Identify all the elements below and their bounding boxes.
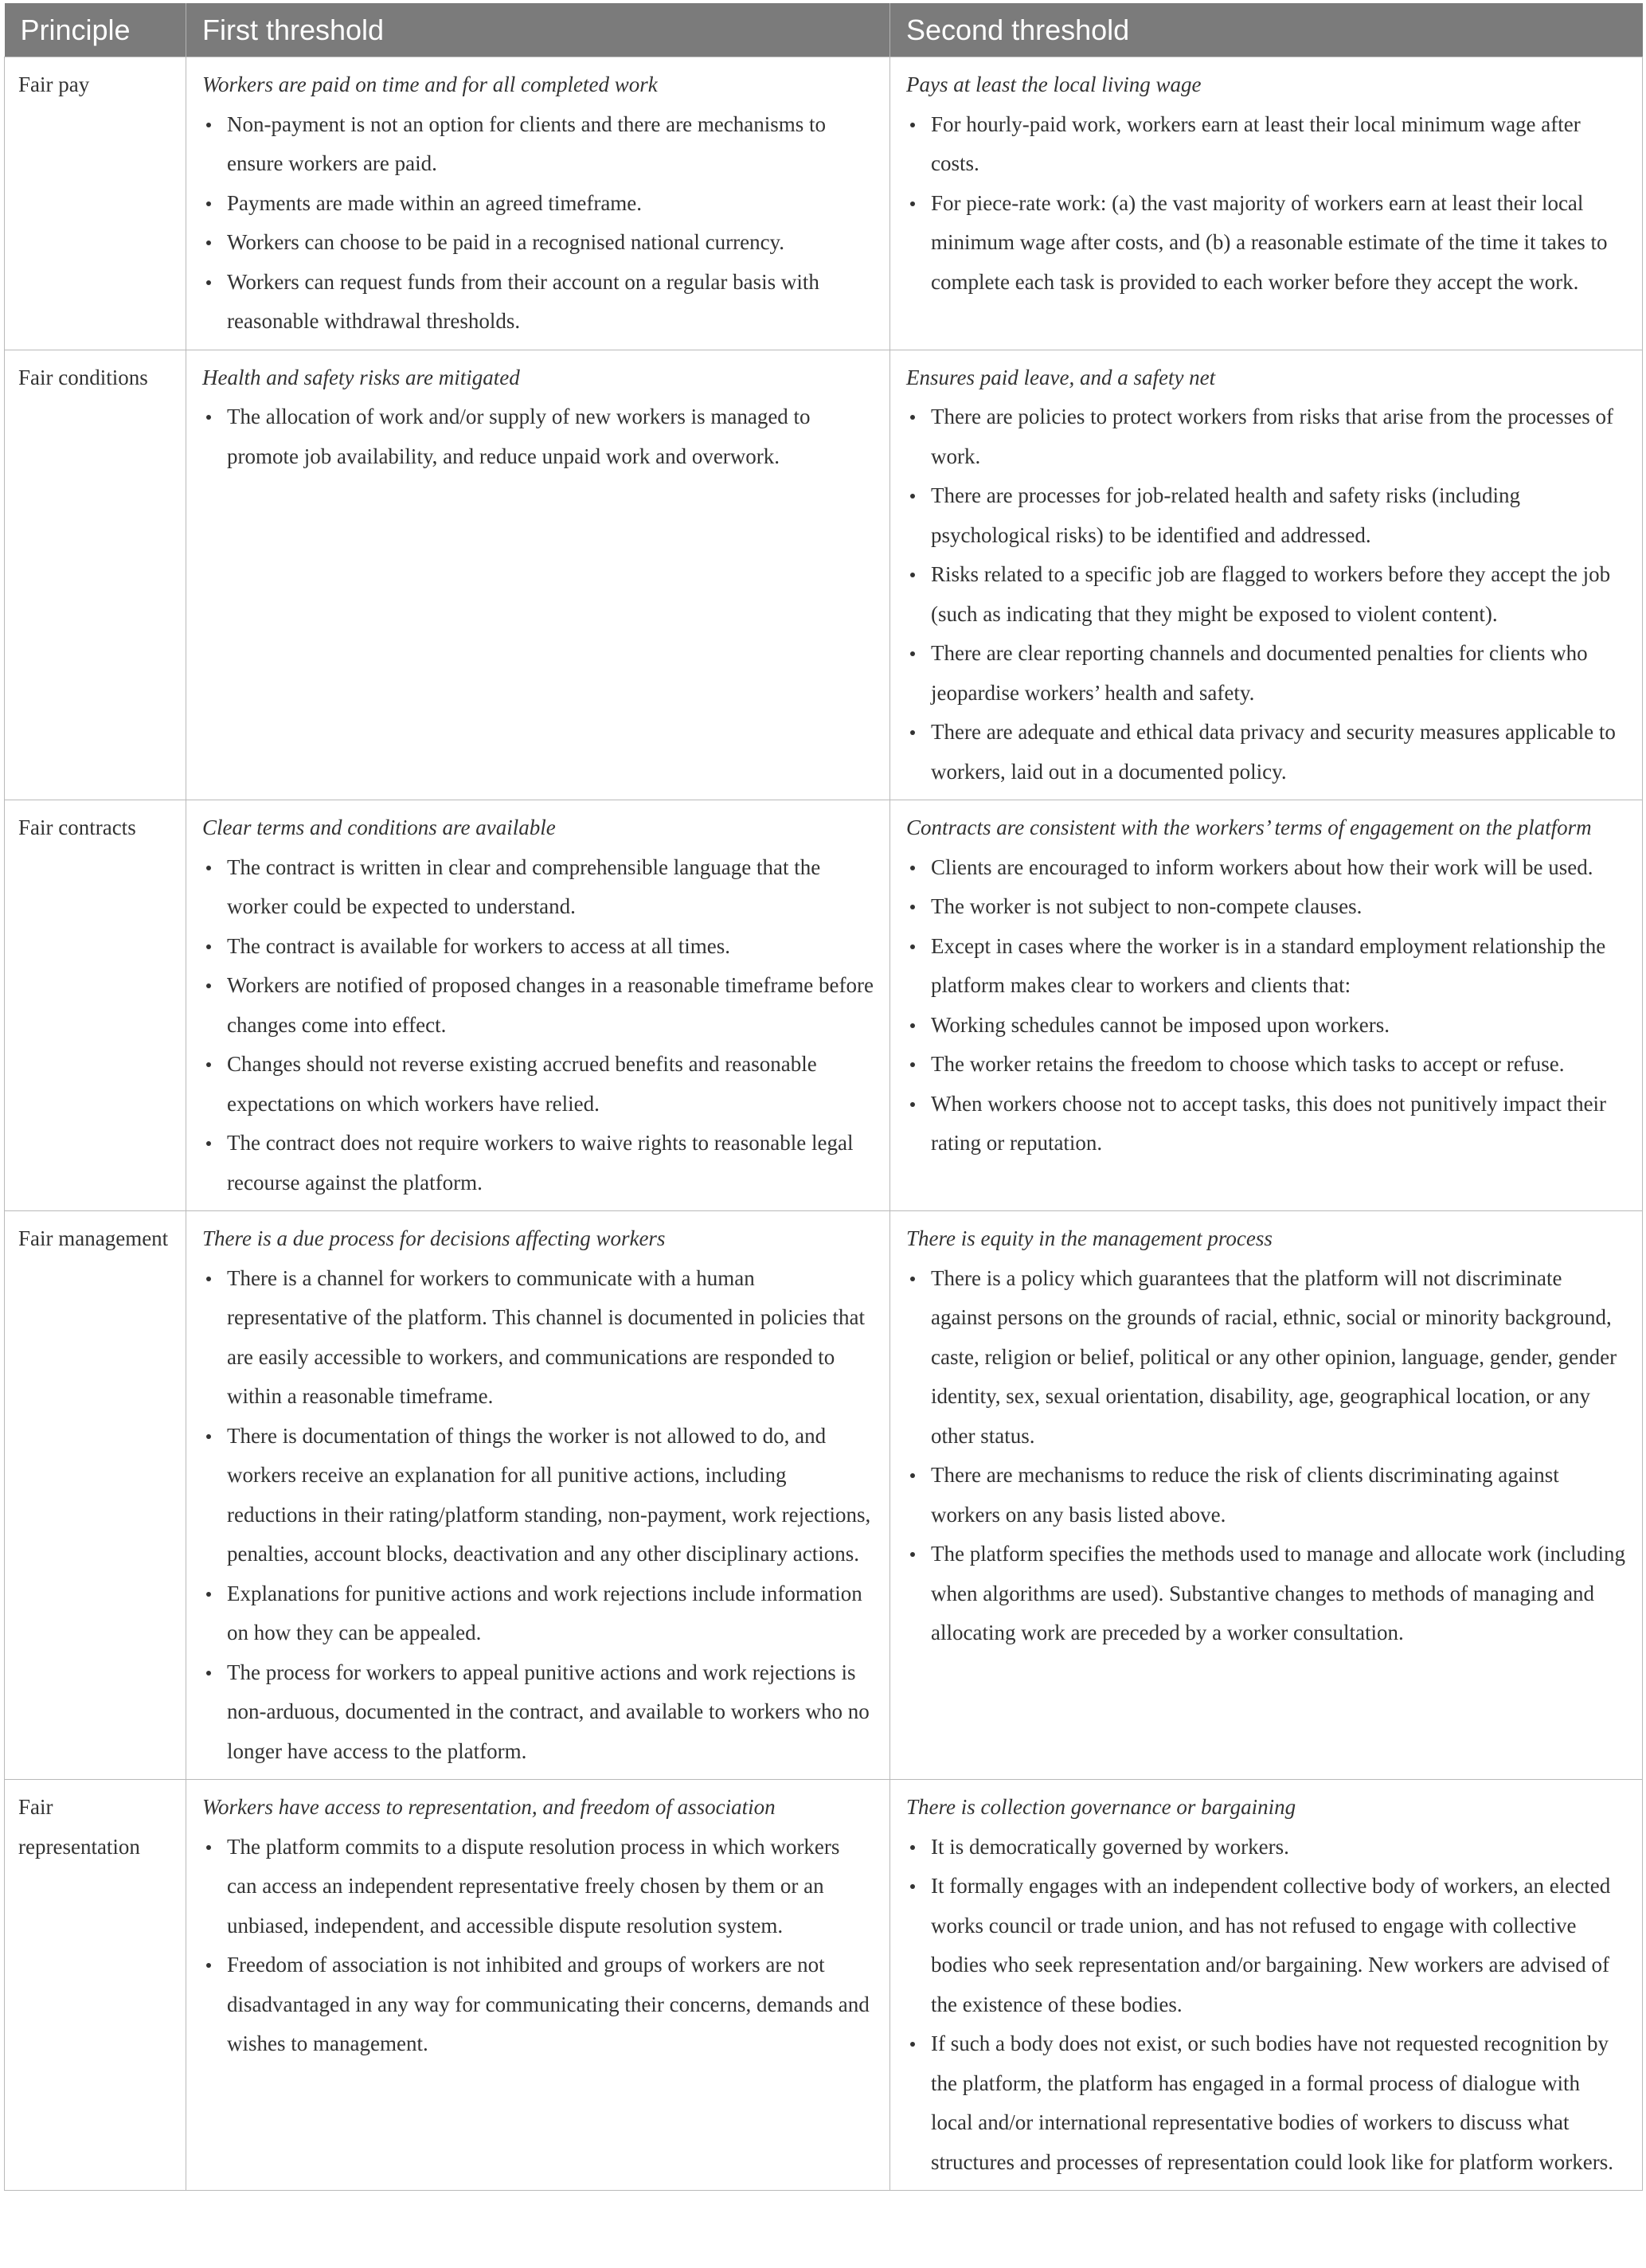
- second-threshold-cell: [890, 1211, 1643, 1780]
- criterion-item: Workers can request funds from their account on a regular basis with reasonable withdrawal thresholds.: [202, 263, 874, 342]
- first-threshold-heading: There is a due process for decisions affecting workers: [202, 1226, 666, 1250]
- second-threshold-criteria-list: [906, 397, 1626, 792]
- first-threshold-cell: [186, 1211, 890, 1780]
- criterion-item: Explanations for punitive actions and work rejections include information on how they can be appealed.: [202, 1574, 874, 1653]
- criterion-item: The contract does not require workers to waive rights to reasonable legal recourse against the platform.: [202, 1124, 874, 1202]
- criterion-item: Workers are notified of proposed changes in a reasonable timeframe before changes come into effect.: [202, 966, 874, 1045]
- second-threshold-cell: [890, 800, 1643, 1211]
- second-threshold-heading: There is equity in the management process: [906, 1226, 1273, 1250]
- criterion-item: If such a body does not exist, or such bodies have not requested recognition by the platform, the platform has engaged in a formal process of dialogue with local and/or international representative bodies of workers to discuss what structures and processes of representation could look like for platform workers.: [906, 2024, 1626, 2182]
- first-threshold-criteria-list: [202, 1259, 874, 1772]
- criterion-item: It is democratically governed by workers.: [906, 1828, 1626, 1867]
- header-principle: Principle: [5, 3, 186, 57]
- second-threshold-heading: There is collection governance or bargaining: [906, 1795, 1296, 1819]
- principle-cell: Fair management: [5, 1211, 186, 1780]
- table-body: [5, 57, 1643, 2191]
- criterion-item: There are mechanisms to reduce the risk of clients discriminating against workers on any basis listed above.: [906, 1456, 1626, 1535]
- header-first-threshold: First threshold: [186, 3, 890, 57]
- first-threshold-heading: Health and safety risks are mitigated: [202, 365, 520, 389]
- criterion-item: The contract is written in clear and comprehensible language that the worker could be expected to understand.: [202, 848, 874, 927]
- principle-cell: Fair contracts: [5, 800, 186, 1211]
- first-threshold-cell: [186, 350, 890, 800]
- second-threshold-criteria-list: [906, 1828, 1626, 2183]
- table-row: [5, 1780, 1643, 2191]
- first-threshold-heading: Workers have access to representation, and freedom of association: [202, 1795, 776, 1819]
- first-threshold-cell: [186, 1780, 890, 2191]
- criterion-item: There is a channel for workers to communicate with a human representative of the platform. This channel is documented in policies that are easily accessible to workers, and communications are responded to within a reasonable timeframe.: [202, 1259, 874, 1417]
- table-row: [5, 800, 1643, 1211]
- second-threshold-heading: Contracts are consistent with the workers’ terms of engagement on the platform: [906, 815, 1592, 839]
- criterion-item: The worker is not subject to non-compete clauses.: [906, 887, 1626, 927]
- criterion-item: There are processes for job-related health and safety risks (including psychological risks) to be identified and addressed.: [906, 476, 1626, 555]
- table-row: [5, 350, 1643, 800]
- second-threshold-cell: [890, 350, 1643, 800]
- criterion-item: The worker retains the freedom to choose which tasks to accept or refuse.: [906, 1045, 1626, 1085]
- criterion-item: There is a policy which guarantees that the platform will not discriminate against persons on the grounds of racial, ethnic, social or minority background, caste, religion or belief, political or any other opinion, language, gender, gender identity, sex, sexual orientation, disability, age, geographical location, or any other status.: [906, 1259, 1626, 1457]
- criterion-item: There is documentation of things the worker is not allowed to do, and workers receive an explanation for all punitive actions, including reductions in their rating/platform standing, non-payment, work rejections, penalties, account blocks, deactivation and any other disciplinary actions.: [202, 1417, 874, 1574]
- criterion-item: For piece-rate work: (a) the vast majority of workers earn at least their local minimum wage after costs, and (b) a reasonable estimate of the time it takes to complete each task is provided to each worker before they accept the work.: [906, 184, 1626, 303]
- first-threshold-heading: Workers are paid on time and for all completed work: [202, 72, 658, 96]
- second-threshold-cell: [890, 1780, 1643, 2191]
- criterion-item: There are clear reporting channels and documented penalties for clients who jeopardise workers’ health and safety.: [906, 634, 1626, 713]
- fairwork-principles-table: [4, 3, 1643, 2191]
- criterion-item: The allocation of work and/or supply of new workers is managed to promote job availability, and reduce unpaid work and overwork.: [202, 397, 874, 476]
- first-threshold-criteria-list: [202, 397, 874, 476]
- criterion-item: When workers choose not to accept tasks, this does not punitively impact their rating or reputation.: [906, 1085, 1626, 1163]
- first-threshold-cell: [186, 800, 890, 1211]
- criterion-item: Freedom of association is not inhibited and groups of workers are not disadvantaged in any way for communicating their concerns, demands and wishes to management.: [202, 1945, 874, 2064]
- criterion-item: The contract is available for workers to access at all times.: [202, 927, 874, 967]
- second-threshold-criteria-list: [906, 848, 1626, 1163]
- second-threshold-criteria-list: [906, 105, 1626, 303]
- criterion-item: Except in cases where the worker is in a standard employment relationship the platform makes clear to workers and clients that:: [906, 927, 1626, 1006]
- criterion-item: There are policies to protect workers from risks that arise from the processes of work.: [906, 397, 1626, 476]
- first-threshold-heading: Clear terms and conditions are available: [202, 815, 556, 839]
- criterion-item: Non-payment is not an option for clients and there are mechanisms to ensure workers are paid.: [202, 105, 874, 184]
- second-threshold-heading: Pays at least the local living wage: [906, 72, 1202, 96]
- principle-cell: Fair pay: [5, 57, 186, 350]
- first-threshold-cell: [186, 57, 890, 350]
- criterion-item: Risks related to a specific job are flagged to workers before they accept the job (such as indicating that they might be exposed to violent content).: [906, 555, 1626, 634]
- criterion-item: Workers can choose to be paid in a recognised national currency.: [202, 223, 874, 263]
- second-threshold-criteria-list: [906, 1259, 1626, 1653]
- first-threshold-criteria-list: [202, 848, 874, 1203]
- criterion-item: Clients are encouraged to inform workers about how their work will be used.: [906, 848, 1626, 888]
- first-threshold-criteria-list: [202, 1828, 874, 2064]
- principle-cell: Fair representation: [5, 1780, 186, 2191]
- table-row: [5, 1211, 1643, 1780]
- principle-cell: Fair conditions: [5, 350, 186, 800]
- header-row: [5, 3, 1643, 57]
- header-second-threshold: Second threshold: [890, 3, 1643, 57]
- second-threshold-cell: [890, 57, 1643, 350]
- criterion-item: The platform commits to a dispute resolution process in which workers can access an independent representative freely chosen by them or an unbiased, independent, and accessible dispute resolution system.: [202, 1828, 874, 1946]
- table-row: [5, 57, 1643, 350]
- criterion-item: It formally engages with an independent collective body of workers, an elected works council or trade union, and has not refused to engage with collective bodies who seek representation and/or bargaining. New workers are advised of the existence of these bodies.: [906, 1867, 1626, 2024]
- criterion-item: There are adequate and ethical data privacy and security measures applicable to workers, laid out in a documented policy.: [906, 713, 1626, 792]
- criterion-item: The platform specifies the methods used to manage and allocate work (including when algorithms are used). Substantive changes to methods of managing and allocating work are preceded by a worker consultation.: [906, 1535, 1626, 1653]
- first-threshold-criteria-list: [202, 105, 874, 342]
- criterion-item: For hourly-paid work, workers earn at least their local minimum wage after costs.: [906, 105, 1626, 184]
- criterion-item: Payments are made within an agreed timeframe.: [202, 184, 874, 224]
- second-threshold-heading: Ensures paid leave, and a safety net: [906, 365, 1216, 389]
- criterion-item: Changes should not reverse existing accrued benefits and reasonable expectations on which workers have relied.: [202, 1045, 874, 1124]
- criterion-item: The process for workers to appeal punitive actions and work rejections is non-arduous, documented in the contract, and available to workers who no longer have access to the platform.: [202, 1653, 874, 1772]
- criterion-item: Working schedules cannot be imposed upon workers.: [906, 1006, 1626, 1046]
